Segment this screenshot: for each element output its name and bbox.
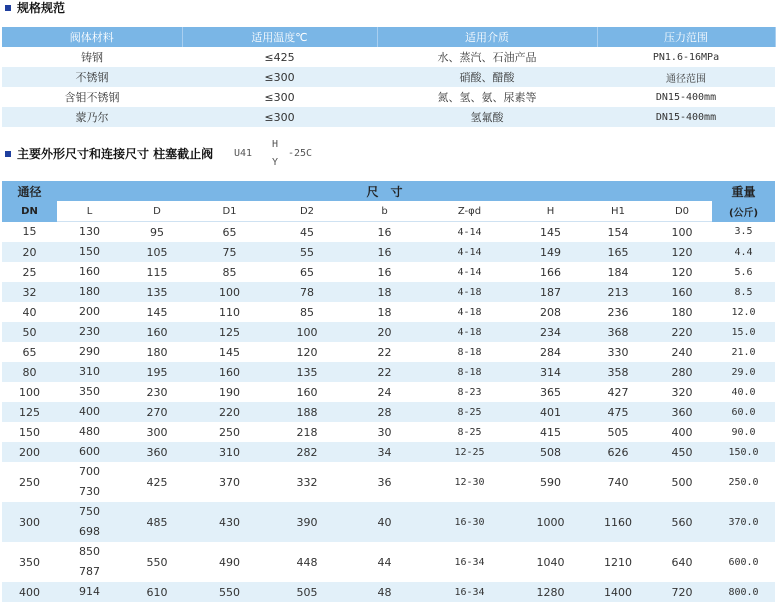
cell-H: 415	[517, 422, 584, 442]
header-col-b: b	[347, 201, 422, 222]
cell-weight: 29.0	[712, 362, 775, 382]
cell-H: 401	[517, 402, 584, 422]
cell-weight: 5.6	[712, 262, 775, 282]
cell-D1: 550	[192, 582, 267, 602]
cell-Zd: 8-18	[422, 362, 517, 382]
table-row	[2, 462, 775, 502]
cell-b: 30	[347, 422, 422, 442]
cell-D2: 85	[267, 302, 347, 322]
table-row	[2, 282, 775, 302]
cell-b: 18	[347, 302, 422, 322]
cell-L-value: 698	[79, 525, 100, 538]
spec-cell-temperature: ≤300	[182, 107, 377, 127]
model-suffix: -25C	[288, 148, 313, 159]
cell-D1: 220	[192, 402, 267, 422]
dims-section-title: 主要外形尺寸和连接尺寸 柱塞截止阀	[0, 146, 213, 162]
cell-dn: 350	[2, 542, 57, 582]
cell-L-value: 700	[79, 465, 100, 478]
spec-row	[2, 67, 775, 87]
spec-cell-medium: 氢氟酸	[377, 107, 597, 127]
table-row	[2, 582, 775, 602]
cell-D: 485	[122, 502, 192, 542]
cell-D2: 332	[267, 462, 347, 502]
cell-H: 208	[517, 302, 584, 322]
cell-H1: 1210	[584, 542, 652, 582]
cell-L	[57, 382, 122, 402]
cell-L	[57, 342, 122, 362]
cell-L	[57, 462, 122, 502]
spec-cell-pressure: DN15-400mm	[597, 87, 775, 107]
cell-L-value: 230	[79, 325, 100, 338]
model-code	[234, 140, 334, 170]
cell-b: 24	[347, 382, 422, 402]
cell-D1: 250	[192, 422, 267, 442]
spec-header-pressure: 压力范围	[597, 27, 775, 47]
cell-Zd: 4-14	[422, 262, 517, 282]
cell-H: 508	[517, 442, 584, 462]
cell-D0: 120	[652, 242, 712, 262]
spec-row	[2, 87, 775, 107]
cell-weight: 370.0	[712, 502, 775, 542]
cell-D: 115	[122, 262, 192, 282]
cell-Zd: 4-18	[422, 302, 517, 322]
cell-H1: 165	[584, 242, 652, 262]
cell-L-value: 730	[79, 485, 100, 498]
cell-weight: 15.0	[712, 322, 775, 342]
cell-D1: 370	[192, 462, 267, 502]
cell-H1: 213	[584, 282, 652, 302]
cell-L-value: 350	[79, 385, 100, 398]
cell-weight: 90.0	[712, 422, 775, 442]
cell-D1: 85	[192, 262, 267, 282]
model-base: U41	[234, 148, 253, 159]
spec-header-material: 阀体材料	[2, 27, 182, 47]
bullet-square-icon	[5, 151, 11, 157]
cell-dn: 20	[2, 242, 57, 262]
cell-dn: 250	[2, 462, 57, 502]
cell-weight: 3.5	[712, 222, 775, 243]
cell-dn: 25	[2, 262, 57, 282]
dimension-table	[2, 181, 775, 602]
cell-D1: 490	[192, 542, 267, 582]
cell-L-value: 787	[79, 565, 100, 578]
cell-b: 34	[347, 442, 422, 462]
cell-D1: 310	[192, 442, 267, 462]
cell-D1: 430	[192, 502, 267, 542]
cell-D2: 448	[267, 542, 347, 582]
cell-H: 166	[517, 262, 584, 282]
cell-D2: 120	[267, 342, 347, 362]
cell-weight: 150.0	[712, 442, 775, 462]
cell-dn: 50	[2, 322, 57, 342]
cell-Zd: 16-34	[422, 582, 517, 602]
table-row	[2, 542, 775, 582]
cell-dn: 65	[2, 342, 57, 362]
dim-header-row-2	[2, 201, 775, 222]
spec-cell-medium: 水、蒸汽、石油产品	[377, 47, 597, 67]
cell-Zd: 8-23	[422, 382, 517, 402]
cell-L-value: 400	[79, 405, 100, 418]
cell-D2: 505	[267, 582, 347, 602]
cell-D0: 560	[652, 502, 712, 542]
header-col-D0: D0	[652, 201, 712, 222]
spec-cell-material: 含钼不锈钢	[2, 87, 182, 107]
cell-H1: 358	[584, 362, 652, 382]
cell-D: 230	[122, 382, 192, 402]
table-row	[2, 262, 775, 282]
table-row	[2, 402, 775, 422]
cell-L-value: 750	[79, 505, 100, 518]
cell-b: 22	[347, 342, 422, 362]
cell-D2: 160	[267, 382, 347, 402]
cell-D: 160	[122, 322, 192, 342]
cell-L-value: 480	[79, 425, 100, 438]
cell-dn: 80	[2, 362, 57, 382]
cell-D1: 110	[192, 302, 267, 322]
cell-D0: 320	[652, 382, 712, 402]
cell-D0: 120	[652, 262, 712, 282]
cell-Zd: 4-14	[422, 222, 517, 243]
cell-weight: 21.0	[712, 342, 775, 362]
cell-D0: 360	[652, 402, 712, 422]
cell-L	[57, 302, 122, 322]
cell-Zd: 4-14	[422, 242, 517, 262]
cell-L-value: 180	[79, 285, 100, 298]
cell-D2: 282	[267, 442, 347, 462]
spec-cell-pressure: PN1.6-16MPa	[597, 47, 775, 67]
cell-D1: 125	[192, 322, 267, 342]
cell-Zd: 8-25	[422, 402, 517, 422]
cell-L	[57, 402, 122, 422]
cell-D1: 75	[192, 242, 267, 262]
spec-cell-medium: 氮、氢、氨、尿素等	[377, 87, 597, 107]
header-weight-unit: (公斤)	[712, 201, 775, 222]
dim-header-row-1	[2, 181, 775, 201]
cell-L	[57, 262, 122, 282]
cell-D1: 65	[192, 222, 267, 243]
table-row	[2, 302, 775, 322]
cell-b: 28	[347, 402, 422, 422]
header-col-H: H	[517, 201, 584, 222]
cell-D: 145	[122, 302, 192, 322]
cell-H: 365	[517, 382, 584, 402]
cell-b: 36	[347, 462, 422, 502]
cell-L	[57, 582, 122, 602]
cell-D: 105	[122, 242, 192, 262]
cell-H: 145	[517, 222, 584, 243]
cell-Zd: 8-18	[422, 342, 517, 362]
table-row	[2, 442, 775, 462]
cell-H: 187	[517, 282, 584, 302]
cell-L	[57, 222, 122, 243]
spec-cell-medium: 硝酸、醋酸	[377, 67, 597, 87]
cell-D2: 55	[267, 242, 347, 262]
cell-L	[57, 322, 122, 342]
cell-Zd: 12-30	[422, 462, 517, 502]
cell-b: 22	[347, 362, 422, 382]
cell-Zd: 4-18	[422, 322, 517, 342]
cell-dn: 15	[2, 222, 57, 243]
cell-L-value: 850	[79, 545, 100, 558]
cell-H1: 505	[584, 422, 652, 442]
table-row	[2, 422, 775, 442]
spec-cell-material: 铸钢	[2, 47, 182, 67]
spec-header-temperature: 适用温度℃	[182, 27, 377, 47]
cell-dn: 200	[2, 442, 57, 462]
spec-header-medium: 适用介质	[377, 27, 597, 47]
cell-H1: 236	[584, 302, 652, 322]
table-row	[2, 322, 775, 342]
cell-D0: 160	[652, 282, 712, 302]
cell-L-value: 200	[79, 305, 100, 318]
cell-weight: 12.0	[712, 302, 775, 322]
cell-H1: 740	[584, 462, 652, 502]
spec-row	[2, 47, 775, 67]
cell-H: 1280	[517, 582, 584, 602]
cell-D2: 100	[267, 322, 347, 342]
cell-L-value: 130	[79, 225, 100, 238]
cell-dn: 32	[2, 282, 57, 302]
cell-D: 180	[122, 342, 192, 362]
cell-b: 18	[347, 282, 422, 302]
cell-weight: 40.0	[712, 382, 775, 402]
cell-L-value: 150	[79, 245, 100, 258]
spec-cell-material: 蒙乃尔	[2, 107, 182, 127]
cell-H: 1040	[517, 542, 584, 582]
cell-D1: 145	[192, 342, 267, 362]
cell-D: 425	[122, 462, 192, 502]
spec-row	[2, 107, 775, 127]
cell-D2: 65	[267, 262, 347, 282]
cell-L-value: 310	[79, 365, 100, 378]
cell-H1: 1160	[584, 502, 652, 542]
cell-b: 16	[347, 242, 422, 262]
header-col-Zd: Z-φd	[422, 201, 517, 222]
cell-L	[57, 422, 122, 442]
spec-cell-material: 不锈钢	[2, 67, 182, 87]
cell-L-value: 160	[79, 265, 100, 278]
cell-b: 16	[347, 262, 422, 282]
cell-b: 44	[347, 542, 422, 582]
cell-H: 590	[517, 462, 584, 502]
cell-Zd: 16-30	[422, 502, 517, 542]
cell-weight: 250.0	[712, 462, 775, 502]
cell-H1: 475	[584, 402, 652, 422]
cell-H: 314	[517, 362, 584, 382]
table-row	[2, 382, 775, 402]
cell-D1: 160	[192, 362, 267, 382]
table-row	[2, 362, 775, 382]
model-variant-top: H	[272, 139, 279, 150]
spec-cell-pressure: 通径范围	[597, 67, 775, 87]
cell-dn: 150	[2, 422, 57, 442]
cell-H1: 154	[584, 222, 652, 243]
bullet-square-icon	[5, 5, 11, 11]
spec-cell-temperature: ≤300	[182, 87, 377, 107]
cell-D: 270	[122, 402, 192, 422]
cell-weight: 600.0	[712, 542, 775, 582]
cell-H1: 1400	[584, 582, 652, 602]
cell-L-value: 600	[79, 445, 100, 458]
header-col-D: D	[122, 201, 192, 222]
cell-D2: 78	[267, 282, 347, 302]
cell-H: 284	[517, 342, 584, 362]
header-col-D1: D1	[192, 201, 267, 222]
table-row	[2, 342, 775, 362]
cell-D2: 390	[267, 502, 347, 542]
cell-D2: 135	[267, 362, 347, 382]
cell-L	[57, 542, 122, 582]
cell-b: 16	[347, 222, 422, 243]
cell-D: 95	[122, 222, 192, 243]
table-row	[2, 242, 775, 262]
cell-b: 40	[347, 502, 422, 542]
cell-H: 234	[517, 322, 584, 342]
header-dn-unit: DN	[2, 201, 57, 222]
header-size-label: 尺 寸	[57, 181, 712, 201]
cell-dn: 125	[2, 402, 57, 422]
cell-D0: 500	[652, 462, 712, 502]
cell-Zd: 16-34	[422, 542, 517, 582]
cell-weight: 800.0	[712, 582, 775, 602]
header-weight-label: 重量	[712, 181, 775, 201]
spec-table	[2, 27, 776, 127]
cell-D0: 100	[652, 222, 712, 243]
cell-Zd: 12-25	[422, 442, 517, 462]
cell-D2: 45	[267, 222, 347, 243]
cell-L-value: 914	[79, 585, 100, 598]
cell-D0: 400	[652, 422, 712, 442]
cell-H1: 330	[584, 342, 652, 362]
cell-weight: 4.4	[712, 242, 775, 262]
cell-H1: 427	[584, 382, 652, 402]
cell-H: 149	[517, 242, 584, 262]
cell-D: 610	[122, 582, 192, 602]
cell-D: 195	[122, 362, 192, 382]
cell-dn: 100	[2, 382, 57, 402]
model-variant-bottom: Y	[272, 157, 279, 168]
cell-dn: 40	[2, 302, 57, 322]
cell-D0: 220	[652, 322, 712, 342]
spec-header-row	[2, 27, 775, 47]
header-col-L: L	[57, 201, 122, 222]
cell-D0: 640	[652, 542, 712, 582]
cell-L	[57, 442, 122, 462]
cell-D0: 720	[652, 582, 712, 602]
header-dn-label: 通径	[2, 181, 57, 201]
spec-cell-pressure: DN15-400mm	[597, 107, 775, 127]
cell-D: 135	[122, 282, 192, 302]
header-col-H1: H1	[584, 201, 652, 222]
spec-section-title: 规格规范	[0, 0, 65, 16]
cell-D0: 280	[652, 362, 712, 382]
cell-D1: 100	[192, 282, 267, 302]
cell-H1: 626	[584, 442, 652, 462]
cell-D: 550	[122, 542, 192, 582]
cell-D2: 188	[267, 402, 347, 422]
cell-D0: 180	[652, 302, 712, 322]
cell-Zd: 8-25	[422, 422, 517, 442]
cell-b: 48	[347, 582, 422, 602]
cell-D2: 218	[267, 422, 347, 442]
spec-cell-temperature: ≤300	[182, 67, 377, 87]
cell-D: 300	[122, 422, 192, 442]
cell-L	[57, 362, 122, 382]
cell-H1: 368	[584, 322, 652, 342]
cell-L-value: 290	[79, 345, 100, 358]
cell-D0: 240	[652, 342, 712, 362]
cell-H1: 184	[584, 262, 652, 282]
cell-weight: 60.0	[712, 402, 775, 422]
cell-weight: 8.5	[712, 282, 775, 302]
cell-D: 360	[122, 442, 192, 462]
cell-H: 1000	[517, 502, 584, 542]
cell-L	[57, 242, 122, 262]
cell-D0: 450	[652, 442, 712, 462]
cell-D1: 190	[192, 382, 267, 402]
cell-b: 20	[347, 322, 422, 342]
cell-dn: 300	[2, 502, 57, 542]
header-col-D2: D2	[267, 201, 347, 222]
table-row	[2, 222, 775, 243]
cell-L	[57, 502, 122, 542]
cell-dn: 400	[2, 582, 57, 602]
spec-cell-temperature: ≤425	[182, 47, 377, 67]
cell-Zd: 4-18	[422, 282, 517, 302]
table-row	[2, 502, 775, 542]
cell-L	[57, 282, 122, 302]
